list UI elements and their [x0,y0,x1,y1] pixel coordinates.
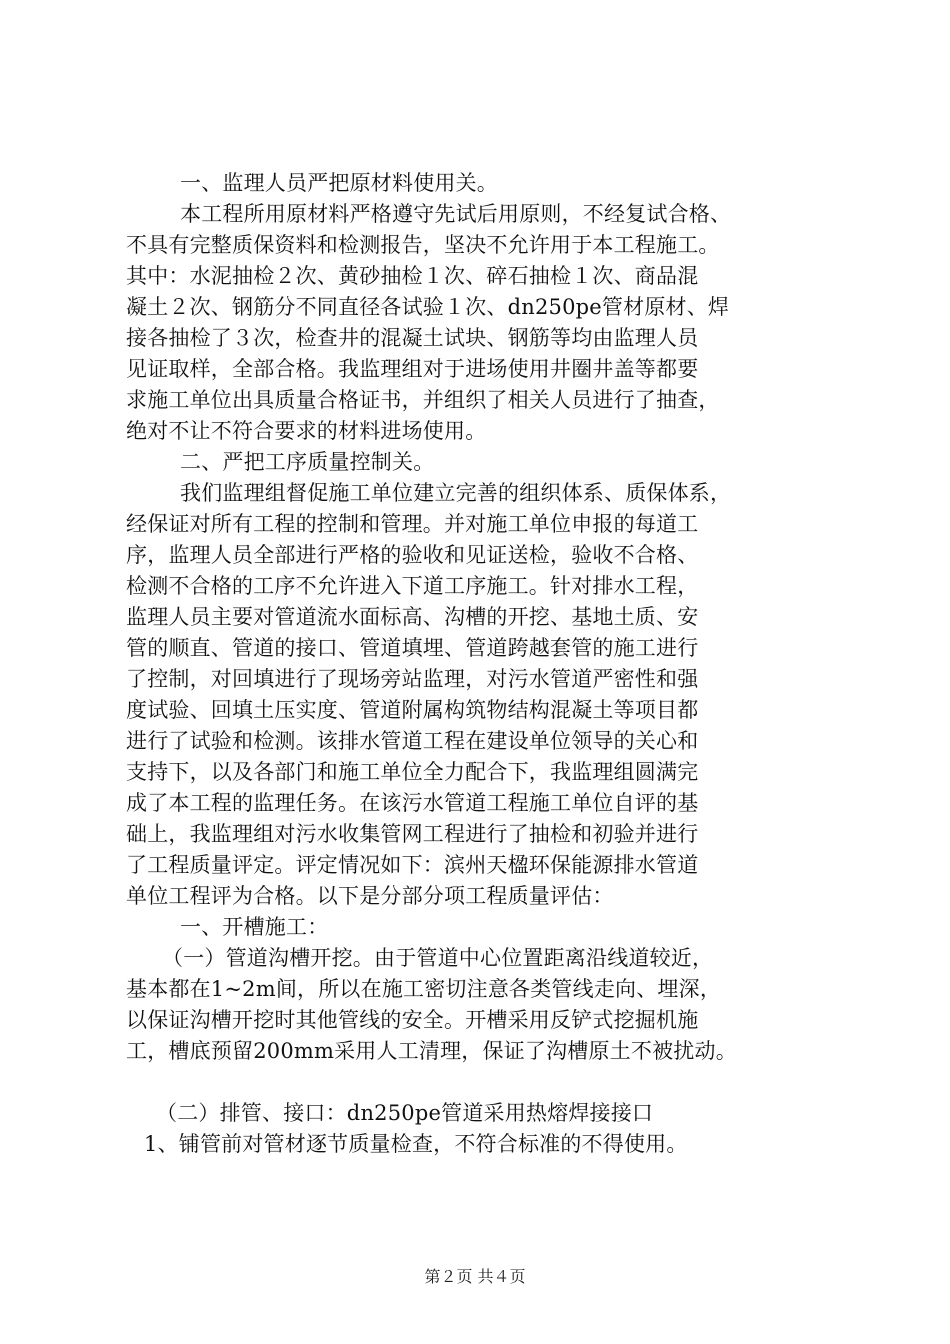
list-item: 1、铺管前对管材逐节质量检查，不符合标准的不得使用。 [144,1132,688,1156]
section-heading-process: 二、严把工序质量控制关。 [180,450,435,474]
paragraph-line: 接各抽检了３次，检查井的混凝土试块、钢筋等均由监理人员 [126,326,699,350]
paragraph-line: 以保证沟槽开挖时其他管线的安全。开槽采用反铲式挖掘机施 [126,1008,699,1032]
paragraph-line: 支持下，以及各部门和施工单位全力配合下，我监理组圆满完 [126,760,699,784]
paragraph-line: 础上，我监理组对污水收集管网工程进行了抽检和初验并进行 [126,822,699,846]
paragraph-line: 度试验、回填土压实度、管道附属构筑物结构混凝土等项目都 [126,698,699,722]
paragraph-line: 经保证对所有工程的控制和管理。并对施工单位申报的每道工 [126,512,699,536]
document-body [126,168,846,1160]
subsection-heading-pipe-laying: （二）排管、接口：dn250pe管道采用热熔焊接接口 [156,1101,654,1125]
paragraph-line: 管的顺直、管道的接口、管道填埋、管道跨越套管的施工进行 [126,636,699,660]
paragraph-line: 工，槽底预留200mm采用人工清理，保证了沟槽原土不被扰动。 [126,1039,737,1063]
paragraph-line: 了工程质量评定。评定情况如下：滨州天楹环保能源排水管道 [126,853,699,877]
paragraph-line: 基本都在1~2m间，所以在施工密切注意各类管线走向、埋深， [126,977,722,1001]
paragraph-line: 本工程所用原材料严格遵守先试后用原则，不经复试合格、 [180,202,732,226]
paragraph-line: 不具有完整质保资料和检测报告，坚决不允许用于本工程施工。 [126,233,720,257]
section-heading-materials: 一、监理人员严把原材料使用关。 [180,171,498,195]
paragraph-line: 见证取样，全部合格。我监理组对于进场使用井圈井盖等都要 [126,357,699,381]
paragraph-line: 了控制，对回填进行了现场旁站监理，对污水管道严密性和强 [126,667,699,691]
paragraph-line: 绝对不让不符合要求的材料进场使用。 [126,419,487,443]
paragraph-line: 监理人员主要对管道流水面标高、沟槽的开挖、基地土质、安 [126,605,699,629]
section-heading-trenching: 一、开槽施工： [180,915,329,939]
paragraph-line: 凝土２次、钢筋分不同直径各试验１次、dn250pe管材原材、焊 [126,295,730,319]
paragraph-line: 求施工单位出具质量合格证书，并组织了相关人员进行了抽查， [126,388,720,412]
paragraph-line: 进行了试验和检测。该排水管道工程在建设单位领导的关心和 [126,729,699,753]
subsection-heading-trench-excavation: （一）管道沟槽开挖。由于管道中心位置距离沿线道较近， [162,946,714,970]
paragraph-line: 成了本工程的监理任务。在该污水管道工程施工单位自评的基 [126,791,699,815]
paragraph-line: 其中：水泥抽检２次、黄砂抽检１次、碎石抽检１次、商品混 [126,264,699,288]
paragraph-line: 检测不合格的工序不允许进入下道工序施工。针对排水工程， [126,574,699,598]
paragraph-line: 序，监理人员全部进行严格的验收和见证送检，验收不合格、 [126,543,699,567]
page-number-footer: 第２页 共４页 [424,1267,526,1286]
paragraph-line: 我们监理组督促施工单位建立完善的组织体系、质保体系， [180,481,732,505]
paragraph-line: 单位工程评为合格。以下是分部分项工程质量评估： [126,884,614,908]
